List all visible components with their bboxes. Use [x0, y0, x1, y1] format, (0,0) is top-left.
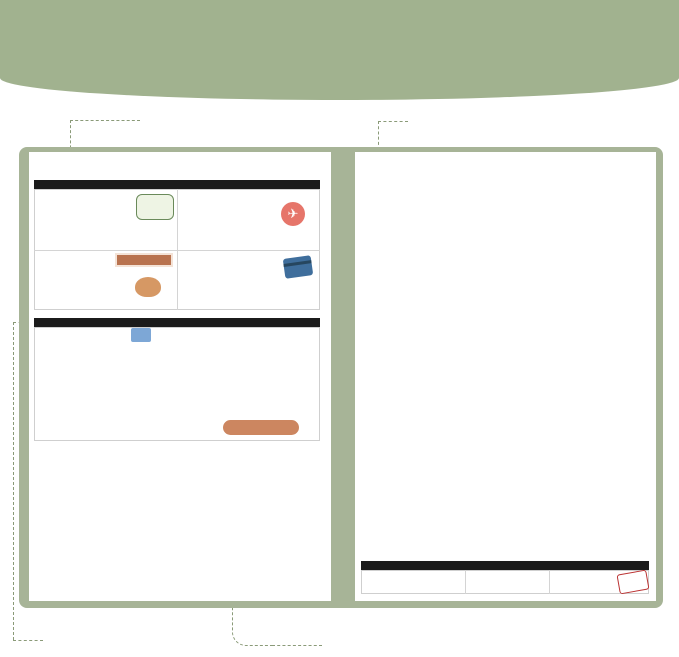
- callout-leader: [13, 640, 43, 641]
- header-banner: [0, 0, 679, 100]
- divider: [549, 570, 550, 594]
- totals-box: [361, 570, 649, 594]
- divider: [465, 570, 466, 594]
- callout-leader: [70, 120, 140, 121]
- callout-leader: [272, 645, 322, 646]
- right-page: [355, 152, 656, 601]
- difference-label: [549, 561, 649, 570]
- before-you-have-it-sticker: [223, 420, 299, 435]
- total-actual-label: [465, 561, 549, 570]
- checklist-header: [34, 318, 320, 327]
- bills-sticker: [131, 328, 151, 342]
- piggy-bank-icon: [135, 277, 161, 297]
- divider: [34, 250, 320, 251]
- save-sticker: [136, 194, 174, 220]
- callout-leader: [378, 121, 408, 122]
- goals-header: [34, 180, 320, 189]
- total-budgeted-label: [361, 561, 465, 570]
- airplane-icon: ✈: [281, 202, 305, 226]
- card-stripe: [283, 260, 311, 267]
- spiral-binding: [327, 155, 361, 595]
- callout-leader: [13, 322, 14, 640]
- credit-card-icon: [283, 255, 314, 279]
- reminder-sticker: [115, 253, 173, 267]
